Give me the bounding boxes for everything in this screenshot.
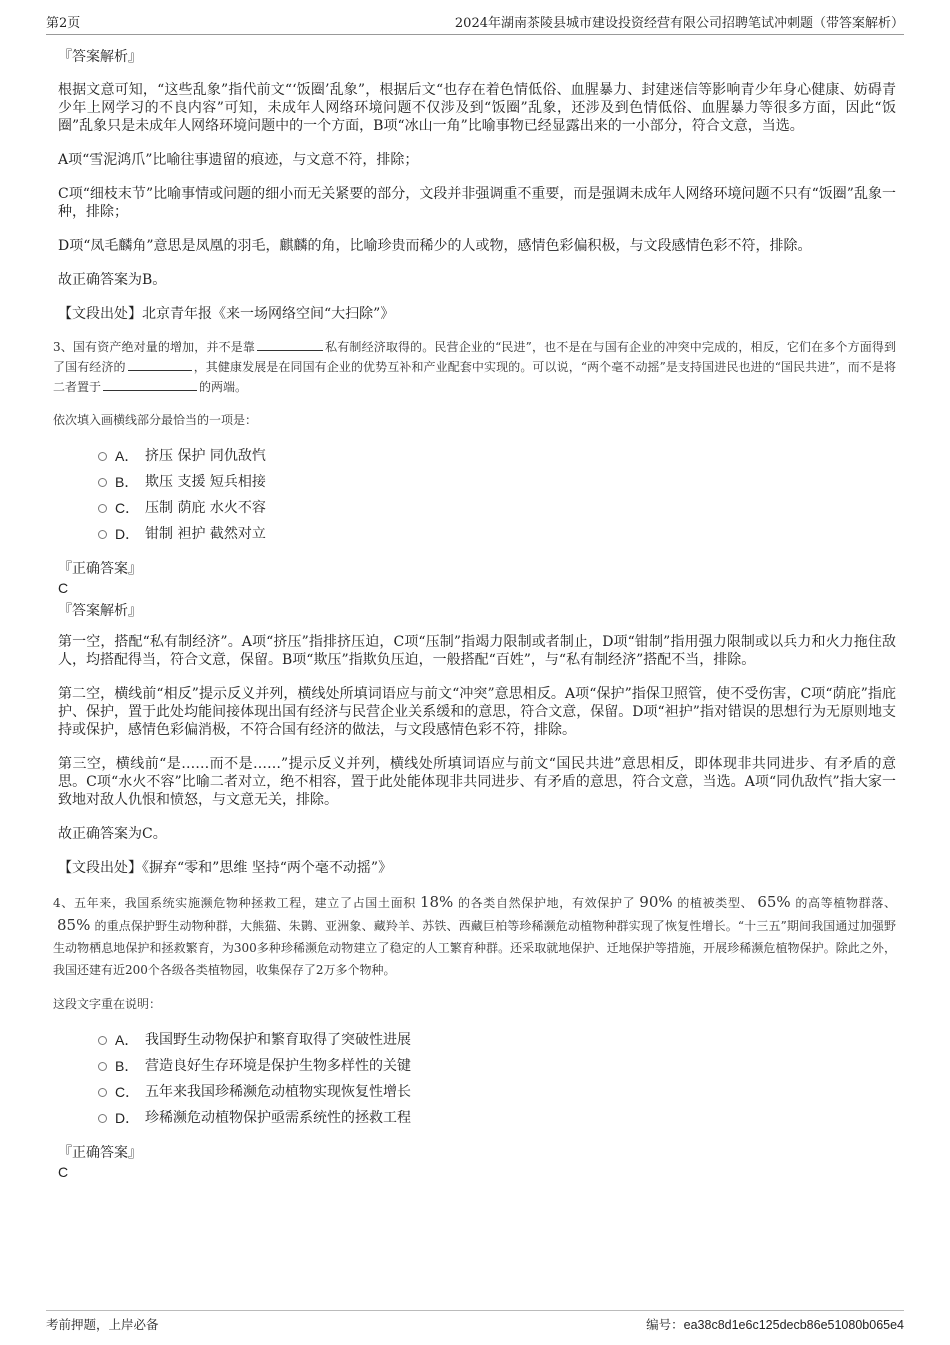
- analysis-label: 『答案解析』: [58, 49, 142, 65]
- option-d[interactable]: D． 珍稀濒危动植物保护亟需系统性的拯救工程: [98, 1105, 896, 1131]
- percentage-value: 18%: [419, 893, 454, 911]
- correct-answer-label: 『正确答案』: [58, 1145, 142, 1161]
- analysis-conclusion: 故正确答案为B。: [58, 272, 167, 288]
- main-content: [53, 47, 896, 1185]
- radio-button[interactable]: [98, 1088, 107, 1097]
- analysis-paragraph: 第一空，搭配“私有制经济”。A项“挤压”指排挤压迫，C项“压制”指竭力限制或者制止，D项“钳制”指用强力限制或以兵力和火力拖住敌人，均搭配得当，符合文意，保留。B项“欺压”指欺负压迫，一般搭配“百姓”，与“私有制经济”搭配不当，排除。: [58, 634, 896, 668]
- percentage-value: 85%: [57, 916, 91, 934]
- source-citation: 【文段出处】《摒弃“零和”思维 坚持“两个毫不动摇”》: [58, 860, 393, 876]
- option-c[interactable]: C． 五年来我国珍稀濒危动植物实现恢复性增长: [98, 1079, 896, 1105]
- fill-blank: [103, 377, 197, 391]
- correct-answer: C: [58, 580, 69, 596]
- option-b[interactable]: B． 营造良好生存环境是保护生物多样性的关键: [98, 1053, 896, 1079]
- radio-button[interactable]: [98, 504, 107, 513]
- source-citation: 【文段出处】北京青年报《来一场网络空间“大扫除”》: [58, 306, 395, 322]
- question-4-options: [98, 1027, 896, 1131]
- question-3-prompt: 依次填入画横线部分最恰当的一项是：: [53, 413, 258, 427]
- analysis-paragraph: 第二空，横线前“相反”提示反义并列，横线处所填词语应与前文“冲突”意思相反。A项“保护”指保卫照管，使不受伤害，C项“荫庇”指庇护、保护，置于此处均能间接体现出国有经济与民营企业关系缓和的意思，符合文意，保留。D项“袒护”指对错误的思想行为无原则地支持或保护，感情色彩偏消极，不符合国有经济的做法，与文段感情色彩不符，排除。: [58, 686, 896, 738]
- correct-answer: C: [58, 1164, 69, 1180]
- analysis-conclusion: 故正确答案为C。: [58, 826, 167, 842]
- footer-slogan: 考前押题，上岸必备: [46, 1317, 159, 1332]
- option-b[interactable]: B． 欺压 支援 短兵相接: [98, 469, 896, 495]
- document-title: 2024年湖南茶陵县城市建设投资经营有限公司招聘笔试冲刺题（带答案解析）: [454, 16, 904, 31]
- option-a[interactable]: A． 挤压 保护 同仇敌忾: [98, 443, 896, 469]
- option-a[interactable]: A． 我国野生动物保护和繁育取得了突破性进展: [98, 1027, 896, 1053]
- correct-answer-label: 『正确答案』: [58, 561, 142, 577]
- analysis-paragraph: 第三空，横线前“是……而不是……”提示反义并列，横线处所填词语应与前文“国民共进”意思相反，即体现非共同进步、有矛盾的意思。C项“水火不容”比喻二者对立，绝不相容，置于此处能体现非共同进步、有矛盾的意思，符合文意，当选。A项“同仇敌忾”指大家一致地对敌人仇恨和愤怒，与文意无关，排除。: [58, 756, 896, 808]
- page-number: 第2页: [46, 16, 81, 31]
- analysis-paragraph: D项“凤毛麟角”意思是凤凰的羽毛，麒麟的角，比喻珍贵而稀少的人或物，感情色彩偏积极，与文段感情色彩不符，排除。: [58, 238, 812, 254]
- page-header: [46, 12, 904, 35]
- question-3-text: 3、国有资产绝对量的增加，并不是靠 私有制经济取得的。民营企业的“民进”，也不是在与国有企业的冲突中完成的，相反，它们在多个方面得到了国有经济的 ，其健康发展是在同国有企业的优势互补和产业配套中实现的。可以说，“两个毫不动摇”是支持国进民也进的“国民共进”，而不是将二者置于 的两端。: [53, 337, 896, 397]
- radio-button[interactable]: [98, 452, 107, 461]
- radio-button[interactable]: [98, 530, 107, 539]
- page-footer: [46, 1310, 904, 1333]
- percentage-value: 90%: [639, 893, 673, 911]
- option-c[interactable]: C． 压制 荫庇 水火不容: [98, 495, 896, 521]
- analysis-paragraph: C项“细枝末节”比喻事情或问题的细小而无关紧要的部分，文段并非强调重不重要，而是强调未成年人网络环境问题不只有“饭圈”乱象一种，排除；: [58, 186, 896, 220]
- radio-button[interactable]: [98, 1036, 107, 1045]
- radio-button[interactable]: [98, 478, 107, 487]
- fill-blank: [128, 357, 192, 371]
- radio-button[interactable]: [98, 1062, 107, 1071]
- question-4-text: 4、五年来，我国系统实施濒危物种拯救工程，建立了占国土面积 18% 的各类自然保护地，有效保护了 90% 的植被类型、 65% 的高等植物群落、85% 的重点保护野生动物种群，大熊猫、朱鹮、亚洲象、藏羚羊、苏铁、西藏巨柏等珍稀濒危动植物种群实现了恢复性增长。“十三五”期间我国通过加强野生动物栖息地保护和拯救繁育，为300多种珍稀濒危动物建立了稳定的人工繁育种群。还采取就地保护、迁地保护等措施，开展珍稀濒危植物保护。除此之外，我国还建有近200个各级各类植物园，收集保存了2万多个物种。: [53, 893, 896, 977]
- percentage-value: 65%: [757, 893, 791, 911]
- analysis-label: 『答案解析』: [58, 603, 142, 619]
- analysis-paragraph: A项“雪泥鸿爪”比喻往事遗留的痕迹，与文意不符，排除；: [58, 152, 419, 168]
- radio-button[interactable]: [98, 1114, 107, 1123]
- question-3-options: [98, 443, 896, 547]
- fill-blank: [257, 337, 323, 351]
- document-code: 编号：ea38c8d1e6c125decb86e51080b065e4: [646, 1317, 904, 1332]
- analysis-paragraph: 根据文意可知，“这些乱象”指代前文“‘饭圈’乱象”，根据后文“也存在着色情低俗、血腥暴力、封建迷信等影响青少年身心健康、妨碍青少年上网学习的不良内容”可知，未成年人网络环境问题不仅涉及到“饭圈”乱象，还涉及到色情低俗、血腥暴力等很多方面，因此“饭圈”乱象只是未成年人网络环境问题中的一个方面，B项“冰山一角”比喻事物已经显露出来的一小部分，符合文意，当选。: [58, 82, 896, 134]
- option-d[interactable]: D． 钳制 袒护 截然对立: [98, 521, 896, 547]
- question-4-prompt: 这段文字重在说明：: [53, 997, 162, 1011]
